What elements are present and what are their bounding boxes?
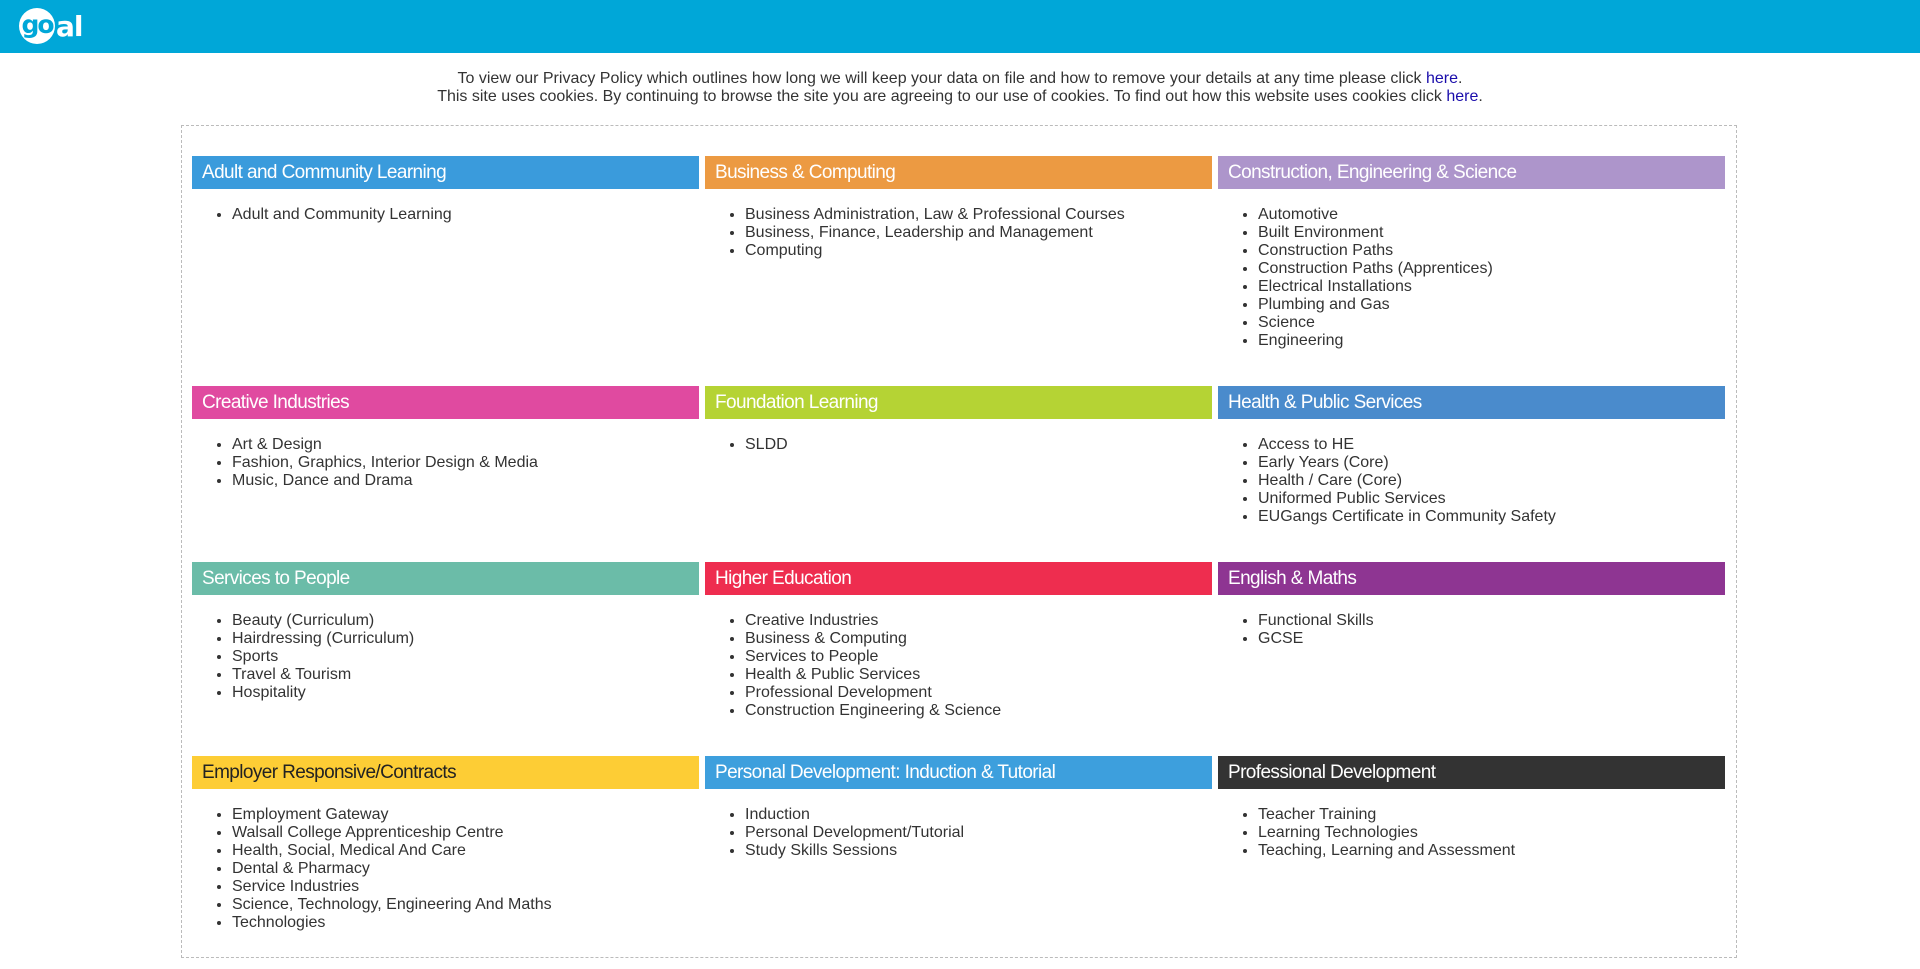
category-card: [1218, 386, 1725, 562]
category-item[interactable]: • Business Administration, Law & Professional Courses: [745, 206, 1212, 224]
category-header[interactable]: English & Maths: [1218, 562, 1725, 595]
category-card: [192, 562, 699, 756]
category-card: [192, 756, 699, 936]
category-item[interactable]: • Business & Computing: [745, 630, 1212, 648]
category-item[interactable]: • Services to People: [745, 648, 1212, 666]
category-item[interactable]: • Dental & Pharmacy: [232, 860, 699, 878]
category-header[interactable]: Foundation Learning: [705, 386, 1212, 419]
category-item[interactable]: • Teacher Training: [1258, 806, 1725, 824]
logo-text: al: [56, 9, 83, 43]
category-item-list: [705, 612, 1212, 720]
category-card: [192, 156, 699, 386]
category-item[interactable]: • Functional Skills: [1258, 612, 1725, 630]
category-card: [192, 386, 699, 562]
category-item[interactable]: • Plumbing and Gas: [1258, 296, 1725, 314]
category-header[interactable]: Employer Responsive/Contracts: [192, 756, 699, 789]
category-item-list: [192, 436, 699, 490]
category-item[interactable]: • Computing: [745, 242, 1212, 260]
category-item[interactable]: • Early Years (Core): [1258, 454, 1725, 472]
category-item[interactable]: • Employment Gateway: [232, 806, 699, 824]
category-header[interactable]: Services to People: [192, 562, 699, 595]
category-item[interactable]: • Hairdressing (Curriculum): [232, 630, 699, 648]
category-item[interactable]: • Teaching, Learning and Assessment: [1258, 842, 1725, 860]
category-item[interactable]: • Study Skills Sessions: [745, 842, 1212, 860]
category-item-list: [1218, 806, 1725, 860]
categories-panel: [181, 125, 1737, 958]
privacy-policy-link[interactable]: here: [1425, 70, 1459, 87]
category-header[interactable]: Creative Industries: [192, 386, 699, 419]
category-item[interactable]: • Travel & Tourism: [232, 666, 699, 684]
category-item-list: [1218, 206, 1725, 350]
category-item[interactable]: • Learning Technologies: [1258, 824, 1725, 842]
privacy-notice-line: [0, 70, 1920, 88]
category-card: [705, 562, 1212, 756]
category-item[interactable]: • Access to HE: [1258, 436, 1725, 454]
category-item[interactable]: • Professional Development: [745, 684, 1212, 702]
category-header[interactable]: Professional Development: [1218, 756, 1725, 789]
category-item-list: [192, 206, 699, 224]
category-card: [705, 156, 1212, 386]
category-item-list: [192, 806, 699, 932]
category-item[interactable]: • Hospitality: [232, 684, 699, 702]
category-row: [192, 562, 1725, 756]
category-item[interactable]: • Beauty (Curriculum): [232, 612, 699, 630]
category-item[interactable]: • Automotive: [1258, 206, 1725, 224]
category-item-list: [192, 612, 699, 702]
category-item-list: [705, 806, 1212, 860]
cookie-privacy-notice: [0, 70, 1920, 106]
category-row: [192, 386, 1725, 562]
category-item[interactable]: • SLDD: [745, 436, 1212, 454]
category-item[interactable]: • Health & Public Services: [745, 666, 1212, 684]
category-card: [1218, 562, 1725, 756]
categories-grid: [192, 156, 1725, 936]
category-header[interactable]: Health & Public Services: [1218, 386, 1725, 419]
cookie-notice-line: [0, 88, 1920, 106]
category-item[interactable]: • EUGangs Certificate in Community Safety: [1258, 508, 1725, 526]
category-item[interactable]: • Sports: [232, 648, 699, 666]
category-header[interactable]: Adult and Community Learning: [192, 156, 699, 189]
category-item[interactable]: • Engineering: [1258, 332, 1725, 350]
category-item[interactable]: • Science: [1258, 314, 1725, 332]
cookie-notice-text: This site uses cookies. By continuing to browse the site you are agreeing to our use of cookies. To find out how this website uses cookies click: [437, 88, 1447, 105]
privacy-notice-end: .: [1458, 70, 1463, 87]
category-card: [1218, 756, 1725, 936]
category-item-list: [1218, 612, 1725, 648]
category-item[interactable]: • Fashion, Graphics, Interior Design & Media: [232, 454, 699, 472]
category-card: [705, 386, 1212, 562]
category-item[interactable]: • Induction: [745, 806, 1212, 824]
category-item[interactable]: • Built Environment: [1258, 224, 1725, 242]
cookie-notice-end: .: [1478, 88, 1483, 105]
category-header[interactable]: Personal Development: Induction & Tutorial: [705, 756, 1212, 789]
category-item[interactable]: • Personal Development/Tutorial: [745, 824, 1212, 842]
category-row: [192, 756, 1725, 936]
category-row: [192, 156, 1725, 386]
category-item[interactable]: • Uniformed Public Services: [1258, 490, 1725, 508]
category-item[interactable]: • Music, Dance and Drama: [232, 472, 699, 490]
category-item[interactable]: • Business, Finance, Leadership and Management: [745, 224, 1212, 242]
category-item[interactable]: • Construction Engineering & Science: [745, 702, 1212, 720]
category-item[interactable]: • Creative Industries: [745, 612, 1212, 630]
category-card: [1218, 156, 1725, 386]
category-item-list: [705, 436, 1212, 454]
category-item[interactable]: • Health, Social, Medical And Care: [232, 842, 699, 860]
cookie-policy-link[interactable]: here: [1446, 88, 1479, 105]
goal-logo[interactable]: [19, 6, 83, 46]
category-item[interactable]: • Walsall College Apprenticeship Centre: [232, 824, 699, 842]
category-item[interactable]: • Construction Paths: [1258, 242, 1725, 260]
category-item-list: [1218, 436, 1725, 526]
category-item[interactable]: • Health / Care (Core): [1258, 472, 1725, 490]
category-item[interactable]: • Science, Technology, Engineering And Maths: [232, 896, 699, 914]
logo-circle: go: [19, 8, 55, 44]
category-item[interactable]: • Adult and Community Learning: [232, 206, 699, 224]
top-bar: [0, 0, 1920, 53]
category-item-list: [705, 206, 1212, 260]
category-item[interactable]: • Service Industries: [232, 878, 699, 896]
privacy-notice-text: To view our Privacy Policy which outlines how long we will keep your data on file and how to remove your details at any time please click: [457, 70, 1426, 87]
category-card: [705, 756, 1212, 936]
category-item[interactable]: • GCSE: [1258, 630, 1725, 648]
category-item[interactable]: • Art & Design: [232, 436, 699, 454]
category-item[interactable]: • Electrical Installations: [1258, 278, 1725, 296]
category-item[interactable]: • Technologies: [232, 914, 699, 932]
category-item[interactable]: • Construction Paths (Apprentices): [1258, 260, 1725, 278]
category-header[interactable]: Higher Education: [705, 562, 1212, 595]
category-header[interactable]: Construction, Engineering & Science: [1218, 156, 1725, 189]
category-header[interactable]: Business & Computing: [705, 156, 1212, 189]
